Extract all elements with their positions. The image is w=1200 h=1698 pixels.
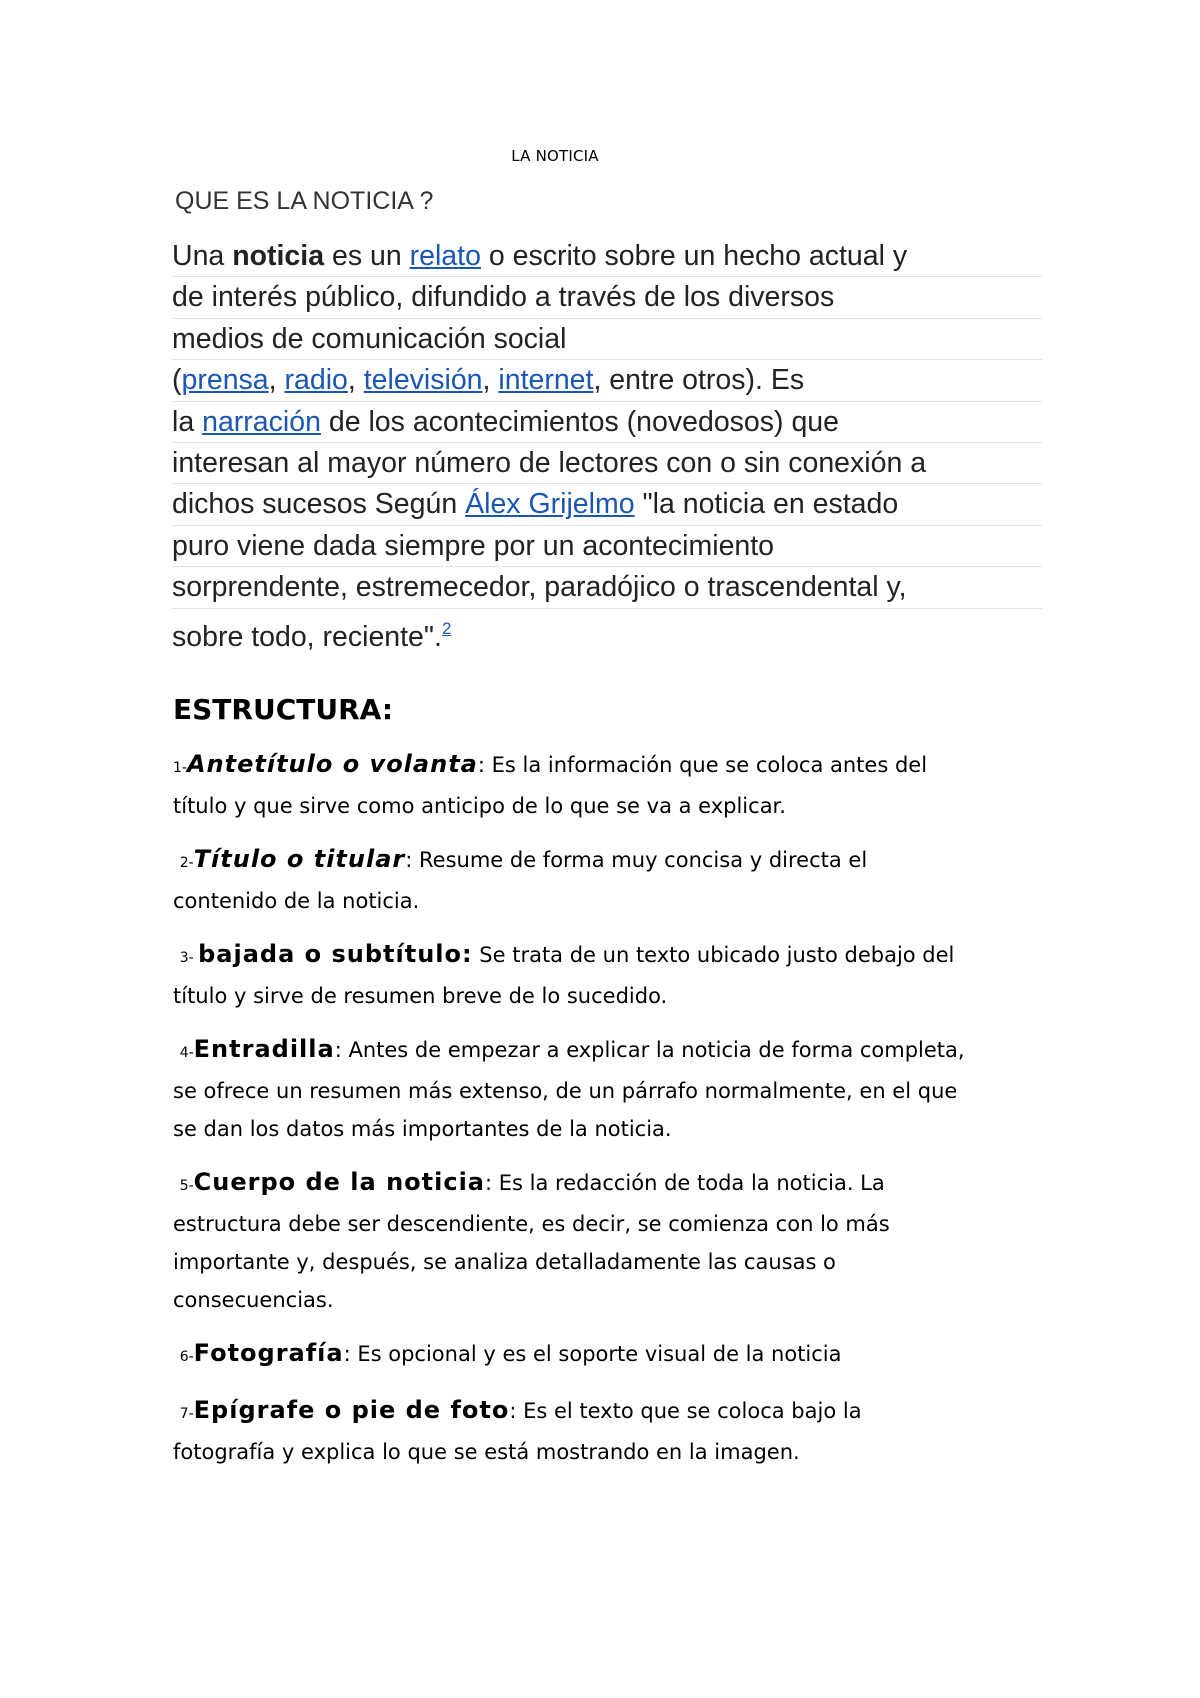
text: ,: [268, 364, 285, 397]
item-text: Es la redacción de toda la noticia. La: [492, 1171, 885, 1195]
list-item: [173, 745, 1053, 825]
item-number: 1-: [173, 760, 187, 776]
structure-list: [173, 745, 1053, 1486]
link-radio[interactable]: radio: [284, 364, 348, 397]
text: ,: [347, 364, 364, 397]
item-text: título y que sirve como anticipo de lo que se va a explicar.: [173, 794, 786, 818]
bold-term: noticia: [232, 240, 325, 272]
text: Una: [172, 240, 233, 272]
definition-line: sorprendente, estremecedor, paradójico o trascendental y,: [172, 567, 1042, 608]
item-number: 4-: [179, 1045, 194, 1061]
definition-line: de interés público, difundido a través de los diversos: [172, 277, 1042, 318]
item-colon: :: [509, 1399, 517, 1423]
definition-line: [172, 402, 1042, 443]
item-text: estructura debe ser descendiente, es decir, se comienza con lo más: [173, 1212, 890, 1236]
text: ,: [482, 364, 499, 397]
definition-line: medios de comunicación social: [172, 319, 1042, 360]
definition-block: [172, 236, 1042, 657]
item-text: se dan los datos más importantes de la noticia.: [173, 1117, 672, 1141]
link-alex-grijelmo[interactable]: Álex Grijelmo: [465, 488, 635, 521]
list-item: [173, 1334, 1053, 1376]
item-term: bajada o subtítulo:: [198, 940, 473, 968]
link-narracion[interactable]: narración: [202, 405, 321, 438]
text: sobre todo, reciente".: [172, 620, 442, 653]
list-item: [173, 840, 1053, 920]
item-term: Título o titular: [193, 845, 406, 873]
text: dichos sucesos Según: [172, 488, 466, 521]
item-number: 2-: [179, 855, 194, 871]
definition-line: [172, 236, 1042, 277]
page-title: LA NOTICIA: [511, 147, 599, 165]
text: es un: [324, 240, 410, 272]
definition-line: [172, 609, 1042, 657]
item-text: Resume de forma muy concisa y directa el: [412, 848, 868, 872]
item-number: 6-: [179, 1349, 194, 1365]
link-television[interactable]: televisión: [363, 364, 483, 397]
list-item: [173, 1391, 1053, 1471]
item-term: Antetítulo o volanta: [186, 750, 478, 778]
list-item: [173, 1030, 1053, 1148]
item-colon: :: [405, 848, 413, 872]
item-text: contenido de la noticia.: [173, 889, 420, 913]
structure-heading: ESTRUCTURA:: [173, 693, 394, 726]
definition-line: [172, 360, 1042, 401]
item-term: Cuerpo de la noticia: [193, 1168, 486, 1196]
item-colon: :: [343, 1342, 351, 1366]
item-colon: :: [334, 1038, 342, 1062]
definition-line: puro viene dada siempre por un acontecimiento: [172, 526, 1042, 567]
text: o escrito sobre un hecho actual y: [480, 240, 908, 272]
link-internet[interactable]: internet: [498, 364, 594, 397]
item-text: Antes de empezar a explicar la noticia de forma completa,: [341, 1038, 965, 1062]
item-term: Epígrafe o pie de foto: [193, 1396, 510, 1424]
item-text: fotografía y explica lo que se está mostrando en la imagen.: [173, 1440, 800, 1464]
item-text: consecuencias.: [173, 1288, 334, 1312]
text: "la noticia en estado: [634, 488, 899, 521]
item-text: Es el texto que se coloca bajo la: [516, 1399, 862, 1423]
text: la: [172, 405, 203, 438]
item-text: Es opcional y es el soporte visual de la noticia: [350, 1342, 842, 1366]
item-number: 5-: [179, 1178, 194, 1194]
item-text: título y sirve de resumen breve de lo sucedido.: [173, 984, 668, 1008]
definition-line: interesan al mayor número de lectores con o sin conexión a: [172, 443, 1042, 484]
text: de los acontecimientos (novedosos) que: [320, 405, 839, 438]
item-number: 3-: [179, 950, 199, 966]
text: , entre otros). Es: [593, 364, 805, 397]
item-text: Es la información que se coloca antes del: [484, 753, 928, 777]
item-colon: :: [485, 1171, 493, 1195]
link-prensa[interactable]: prensa: [181, 364, 269, 397]
item-text: se ofrece un resumen más extenso, de un párrafo normalmente, en el que: [173, 1079, 958, 1103]
section-subtitle: QUE ES LA NOTICIA ?: [175, 187, 434, 215]
item-text: Se trata de un texto ubicado justo debajo del: [472, 943, 955, 967]
item-term: Fotografía: [193, 1339, 344, 1367]
link-relato[interactable]: relato: [409, 240, 481, 272]
item-number: 7-: [179, 1406, 194, 1422]
list-item: [173, 935, 1053, 1015]
item-term: Entradilla: [193, 1035, 335, 1063]
item-text: importante y, después, se analiza detalladamente las causas o: [173, 1250, 836, 1274]
reference-link[interactable]: 2: [441, 618, 452, 638]
definition-line: [172, 484, 1042, 525]
item-colon: :: [477, 753, 485, 777]
list-item: [173, 1163, 1053, 1319]
text: (: [172, 364, 182, 397]
